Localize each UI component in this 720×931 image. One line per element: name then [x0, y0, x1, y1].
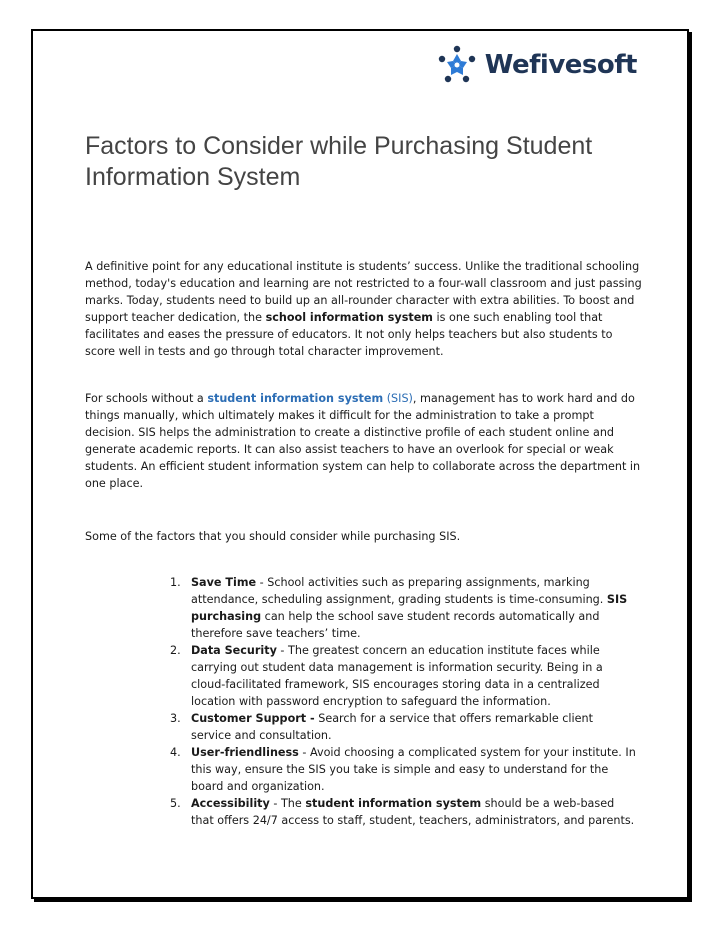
para2-text-1: For schools without a: [85, 392, 208, 405]
factors-intro: Some of the factors that you should consider while purchasing SIS.: [85, 530, 461, 543]
page-title: Factors to Consider while Purchasing Student Information System: [85, 132, 593, 191]
factor-text: Search for a service that offers remarkable client service and consultation.: [191, 712, 593, 742]
list-number: 3.: [170, 712, 181, 725]
company-logo: [435, 43, 637, 87]
factor-text-2: should be a web-based that offers 24/7 access to staff, student, teachers, administrators, and parents.: [191, 797, 635, 827]
factor-heading: Accessibility: [191, 797, 270, 810]
list-item: [170, 574, 636, 642]
factor-bold-term: SIS purchasing: [191, 593, 628, 623]
factor-text: - The: [269, 797, 306, 810]
list-number: 5.: [170, 797, 181, 810]
factor-text-2: can help the school save student records automatically and therefore save teachers’ time.: [191, 610, 600, 640]
para1-text-1: A definitive point for any educational institute is students’ success. Unlike the traditional schooling method, today's education and learning are not restricted to a four-wall classroom and just passing marks. Today, students need to build up an all-rounder character with extra abilities. To boost and support teacher dedication, the: [85, 260, 642, 324]
para2-text-2: , management has to work hard and do things manually, which ultimately makes it difficult for the administration to take a prompt decision. SIS helps the administration to create a distinctive profile of each student online and generate academic reports. It can also assist teachers to have an overlook for special or weak students. An efficient student information system can help to collaborate across the department in one place.: [85, 392, 641, 490]
list-item: [170, 744, 636, 795]
para1-text-2: is one such enabling tool that facilitates and eases the pressure of educators. It not only helps teachers but also students to score well in tests and go through total character improvement.: [85, 311, 613, 358]
list-item: [170, 642, 636, 710]
list-number: 1.: [170, 576, 181, 589]
factor-heading: Save Time: [191, 576, 257, 589]
list-item: [170, 795, 636, 829]
factor-text: - The greatest concern an education institute faces while carrying out student data management is information security. Being in a cloud-facilitated framework, SIS encourages storing data in a centralized location with password encryption to safeguard the information.: [191, 644, 603, 708]
sis-link[interactable]: student information system: [207, 392, 384, 405]
factor-heading: Customer Support -: [191, 712, 315, 725]
sis-paragraph: [85, 390, 645, 492]
logo-wordmark: Wefivesoft: [484, 50, 637, 80]
para1-bold-term: school information system: [265, 311, 433, 324]
list-item: [170, 710, 636, 744]
factor-bold-term: student information system: [305, 797, 482, 810]
factor-heading: Data Security: [191, 644, 277, 657]
document-page: [31, 29, 689, 899]
people-circle-logo-icon: [435, 43, 479, 87]
list-number: 2.: [170, 644, 181, 657]
sis-abbr[interactable]: (SIS): [386, 392, 413, 405]
list-number: 4.: [170, 746, 181, 759]
factors-list: [170, 574, 636, 829]
factor-text: - School activities such as preparing assignments, marking attendance, scheduling assignment, grading students is time-consuming.: [191, 576, 607, 606]
factor-heading: User-friendliness: [191, 746, 299, 759]
intro-paragraph: [85, 258, 645, 360]
factor-text: - Avoid choosing a complicated system for your institute. In this way, ensure the SIS you take is simple and easy to understand for the board and organization.: [191, 746, 636, 793]
